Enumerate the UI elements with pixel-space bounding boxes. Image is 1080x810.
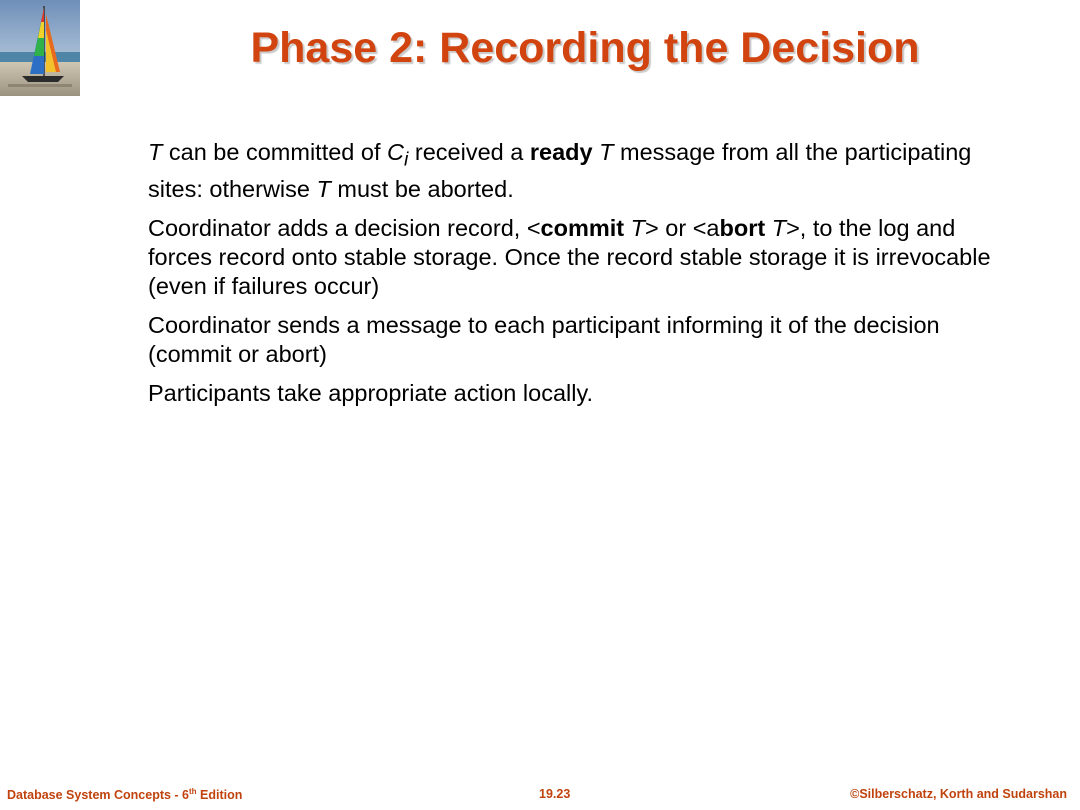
text-segment: message from all the participating sites: otherwise	[148, 139, 972, 202]
var-t: T	[148, 139, 163, 165]
footer-book-title-text: Database System Concepts - 6	[7, 788, 190, 802]
footer-edition-suffix: Edition	[196, 788, 243, 802]
var-t: T	[771, 214, 787, 241]
paragraph-send-message: Coordinator sends a message to each participant informing it of the decision (commit or abort)	[148, 311, 940, 367]
text-segment: received a	[408, 139, 530, 165]
slide-content	[148, 138, 1008, 418]
var-t: T	[599, 139, 614, 165]
var-c-subscript: i	[404, 148, 409, 171]
text-segment: can be committed of	[162, 139, 388, 165]
paragraph-local-action: Participants take appropriate action locally.	[148, 379, 593, 406]
var-t: T	[630, 214, 646, 241]
footer-edition-sup: th	[189, 787, 197, 796]
sailboat-logo-icon	[0, 0, 80, 96]
footer-slide-number: 19.23	[539, 787, 571, 801]
paragraph-decision-record	[148, 214, 1008, 301]
var-t: T	[316, 175, 331, 202]
footer-copyright: ©Silberschatz, Korth and Sudarshan	[850, 787, 1067, 801]
keyword-abort: bort	[719, 214, 766, 241]
text-segment: > or <a	[645, 214, 720, 241]
text-segment: >, to the log and forces record onto stable storage. Once the record stable storage it is irrevocable (even if failures occur)	[148, 214, 991, 299]
page-title: Phase 2: Recording the Decision	[250, 24, 920, 72]
text-segment: must be aborted.	[330, 175, 514, 202]
keyword-commit: commit	[540, 214, 625, 241]
paragraph-commit-condition	[148, 138, 1008, 204]
text-segment: Coordinator adds a decision record, <	[148, 214, 541, 241]
keyword-ready: ready	[529, 139, 593, 165]
footer-book-title	[7, 787, 242, 802]
var-c: C	[387, 139, 405, 165]
